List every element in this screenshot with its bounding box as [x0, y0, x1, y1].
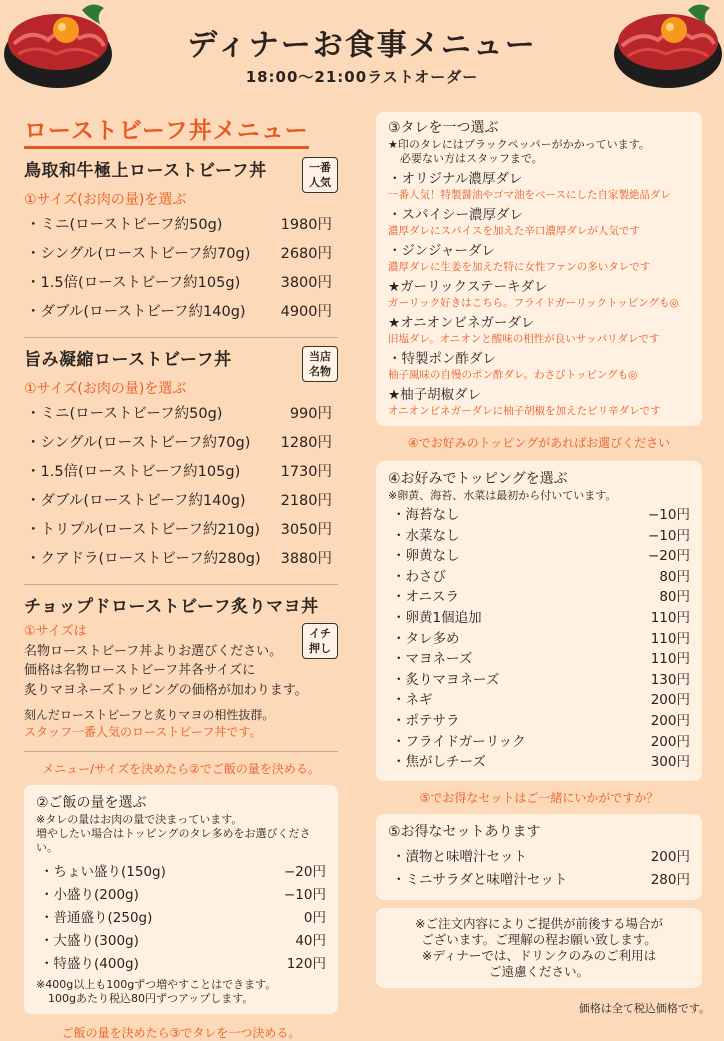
sauce-option[interactable]: ・スパイシー濃厚ダレ 濃厚ダレにスパイスを加えた辛口濃厚ダレが人気です	[388, 207, 640, 237]
size-option[interactable]: ・トリプル(ローストビーフ約210g) 3050円	[26, 522, 332, 538]
topping-option[interactable]: ・卵黄1個追加 110円	[392, 609, 690, 626]
sauce-option[interactable]: ・ジンジャーダレ 濃厚ダレに生姜を加えた特に女性ファンの多いタレです	[388, 243, 651, 273]
guide-note: ⑤でお得なセットはご一緒にいかがですか？	[419, 790, 659, 805]
notice-line: ※ディナーでは、ドリンクのみのご利用は	[421, 947, 657, 963]
chopped-description: 刻んだローストビーフと炙りマヨの相性抜群。 スタッフ一番人気のローストビーフ丼です。	[24, 708, 275, 739]
size-option[interactable]: ・ダブル(ローストビーフ約140g) 4900円	[26, 304, 332, 320]
topping-option[interactable]: ・タレ多め 110円	[392, 630, 690, 647]
size-option[interactable]: ・ミニ(ローストビーフ約50g) 990円	[26, 406, 332, 422]
divider	[24, 584, 338, 585]
rice-note: ※タレの量はお肉の量で決まっています。	[36, 813, 243, 826]
size-option[interactable]: ・1.5倍(ローストビーフ約105g) 3800円	[26, 275, 332, 291]
sauce-box	[376, 112, 702, 426]
size-option[interactable]: ・クアドラ(ローストビーフ約280g) 3880円	[26, 551, 332, 567]
chopped-line: 名物ローストビーフ丼よりお選びください。	[24, 643, 283, 659]
topping-option[interactable]: ・卵黄なし −20円	[392, 548, 690, 565]
topping-option[interactable]: ・わさび 80円	[392, 568, 690, 585]
size-step-label: ①サイズ(お肉の量)を選ぶ	[24, 192, 187, 208]
sauce-note: 必要ない方はスタッフまで。	[400, 152, 543, 165]
topping-option[interactable]: ・海苔なし −10円	[392, 507, 690, 523]
notice-box	[376, 908, 702, 988]
rice-option[interactable]: ・普通盛り(250g) 0円	[40, 910, 326, 926]
set-option[interactable]: ・ミニサラダと味噌汁セット 280円	[392, 871, 690, 888]
notice-line: ※ご注文内容によりご提供が前後する場合が	[415, 915, 663, 931]
topping-option[interactable]: ・ネギ 200円	[392, 692, 690, 709]
section-title: ローストビーフ丼メニュー	[24, 112, 309, 149]
guide-note: メニュー/サイズを決めたら②でご飯の量を決める。	[42, 762, 320, 776]
rice-box	[24, 785, 338, 1014]
signature-badge: 当店 名物	[302, 346, 338, 382]
left-column	[24, 112, 338, 1041]
size-option[interactable]: ・1.5倍(ローストビーフ約105g) 1730円	[26, 464, 332, 480]
rice-title: ②ご飯の量を選ぶ	[36, 795, 147, 811]
rice-option[interactable]: ・ちょい盛り(150g) −20円	[40, 864, 326, 880]
rice-footnote: ※400g以上も100gずつ増やすことはできます。	[36, 978, 277, 991]
rice-option[interactable]: ・特盛り(400g) 120円	[40, 956, 326, 972]
sauce-option[interactable]: ★オニオンビネガーダレ 旧塩ダレ。オニオンと酸味の相性が良いサッパリダレです	[388, 315, 660, 345]
sauce-option[interactable]: ★ガーリックステーキダレ ガーリック好きはこちら。フライドガーリックトッピングも◎	[388, 279, 679, 309]
set-title: ⑤お得なセットあります	[388, 823, 541, 840]
size-step-label: ①サイズ(お肉の量)を選ぶ	[24, 381, 187, 397]
product-signature	[24, 346, 338, 574]
sauce-option[interactable]: ・オリジナル濃厚ダレ 一番人気！特製醤油やゴマ油をベースにした自家製絶品ダレ	[388, 171, 671, 201]
page-title: ディナーお食事メニュー	[187, 28, 537, 63]
chopped-size-step: ①サイズは	[24, 624, 87, 639]
popular-badge: 一番 人気	[302, 157, 338, 193]
topping-option[interactable]: ・フライドガーリック 200円	[392, 733, 690, 750]
guide-note: ご飯の量を決めたら③でタレを一つ決める。	[61, 1026, 301, 1040]
divider	[24, 337, 338, 338]
size-option[interactable]: ・ミニ(ローストビーフ約50g) 1980円	[26, 217, 332, 233]
recommend-badge: イチ 押し	[302, 623, 338, 659]
page-subtitle: 18:00〜21:00ラストオーダー	[245, 68, 479, 86]
sauce-note: ★印のタレにはブラックペッパーがかかっています。	[388, 138, 650, 151]
chopped-line: 価格は名物ローストビーフ丼各サイズに	[24, 663, 256, 678]
product-name: チョップドローストビーフ炙りマヨ丼	[24, 597, 319, 617]
rice-option[interactable]: ・小盛り(200g) −10円	[40, 887, 326, 903]
topping-option[interactable]: ・水菜なし −10円	[392, 527, 690, 544]
tax-note: 価格は全て税込価格です。	[578, 1002, 710, 1015]
sauce-option[interactable]: ★柚子胡椒ダレ オニオンビネガーダレに柚子胡椒を加えたピリ辛ダレです	[388, 387, 661, 417]
rice-option[interactable]: ・大盛り(300g) 40円	[40, 933, 326, 949]
size-option[interactable]: ・シングル(ローストビーフ約70g) 1280円	[26, 435, 332, 451]
rice-footnote: 100gあたり税込80円ずつアップします。	[48, 992, 254, 1005]
set-box	[376, 814, 702, 900]
topping-box	[376, 461, 702, 781]
topping-title: ④お好みでトッピングを選ぶ	[388, 471, 568, 487]
guide-note: ④でお好みのトッピングがあればお選びください	[407, 436, 671, 450]
topping-option[interactable]: ・マヨネーズ 110円	[392, 651, 690, 668]
product-premium	[24, 157, 338, 327]
notice-line: ございます。ご理解の程お願い致します。	[421, 931, 657, 947]
sauce-title: ③タレを一つ選ぶ	[388, 120, 499, 136]
notice-line: ご遠慮ください。	[488, 963, 589, 979]
right-column	[376, 112, 702, 988]
divider	[24, 751, 338, 752]
set-option[interactable]: ・漬物と味噌汁セット 200円	[392, 848, 690, 865]
topping-option[interactable]: ・オニスラ 80円	[392, 589, 690, 606]
chopped-line: 炙りマヨネーズトッピングの価格が加わります。	[24, 682, 308, 698]
product-chopped	[24, 593, 338, 741]
topping-note: ※卵黄、海苔、水菜は最初から付いています。	[388, 489, 617, 502]
product-name: 鳥取和牛極上ローストビーフ丼	[24, 161, 267, 181]
size-option[interactable]: ・ダブル(ローストビーフ約140g) 2180円	[26, 493, 332, 509]
topping-option[interactable]: ・炙りマヨネーズ 130円	[392, 671, 690, 688]
sauce-option[interactable]: ・特製ポン酢ダレ 柚子風味の自慢のポン酢ダレ。わさびトッピングも◎	[388, 351, 638, 381]
topping-option[interactable]: ・焦がしチーズ 300円	[392, 754, 690, 771]
product-name: 旨み凝縮ローストビーフ丼	[24, 350, 232, 370]
topping-option[interactable]: ・ポテサラ 200円	[392, 712, 690, 729]
rice-note: 増やしたい場合はトッピングのタレ多めをお選びください。	[36, 827, 311, 854]
size-option[interactable]: ・シングル(ローストビーフ約70g) 2680円	[26, 246, 332, 262]
